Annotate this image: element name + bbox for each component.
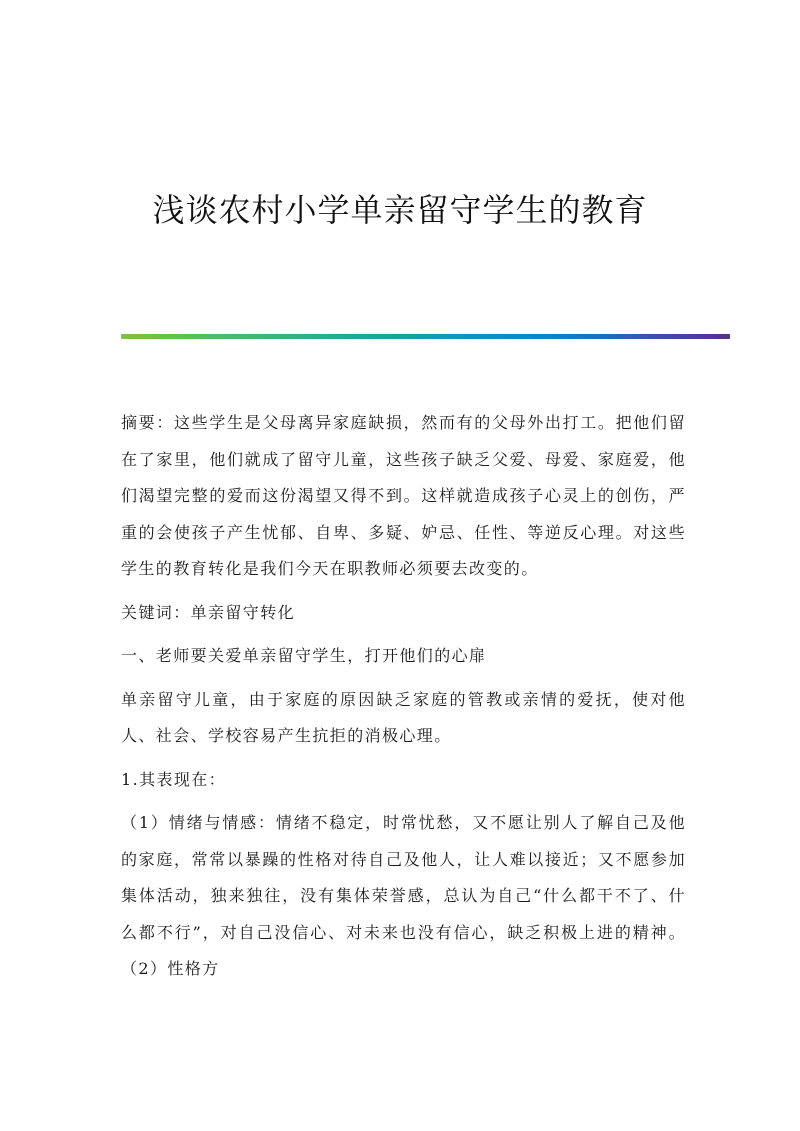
body-paragraph: 单亲留守儿童，由于家庭的原因缺乏家庭的管教或亲情的爱抚，使对他人、社会、学校容易产生抗拒的消极心理。 [121,689,686,745]
title-divider [121,334,730,339]
keywords-paragraph: 关键词：单亲留守转化 [121,602,296,622]
abstract-paragraph: 摘要：这些学生是父母离异家庭缺损，然而有的父母外出打工。把他们留在了家里，他们就成了留守儿童，这些孩子缺乏父爱、母爱、家庭爱，他们渴望完整的爱而这份渴望又得不到。这样就造成孩子心灵上的创伤，严重的会使孩子产生忧郁、自卑、多疑、妒忌、任性、等逆反心理。对这些学生的教育转化是我们今天在职教师必须要去改变的。 [121,413,686,578]
section-heading: 一、老师要关爱单亲留守学生，打开他们的心扉 [121,646,487,665]
subsection-heading: 1.其表现在： [121,769,227,789]
document-body [121,405,686,995]
page-title: 浅谈农村小学单亲留守学生的教育 [152,191,648,229]
body-paragraph: （1）情绪与情感：情绪不稳定，时常忧愁，又不愿让别人了解自己及他的家庭，常常以暴躁的性格对待自己及他人，让人难以接近；又不愿参加集体活动，独来独往，没有集体荣誉感，总认为自己“什么都干不了、什么都不行”，对自己没信心、对未来也没有信心，缺乏积极上进的精神。（2）性格方 [121,813,686,978]
